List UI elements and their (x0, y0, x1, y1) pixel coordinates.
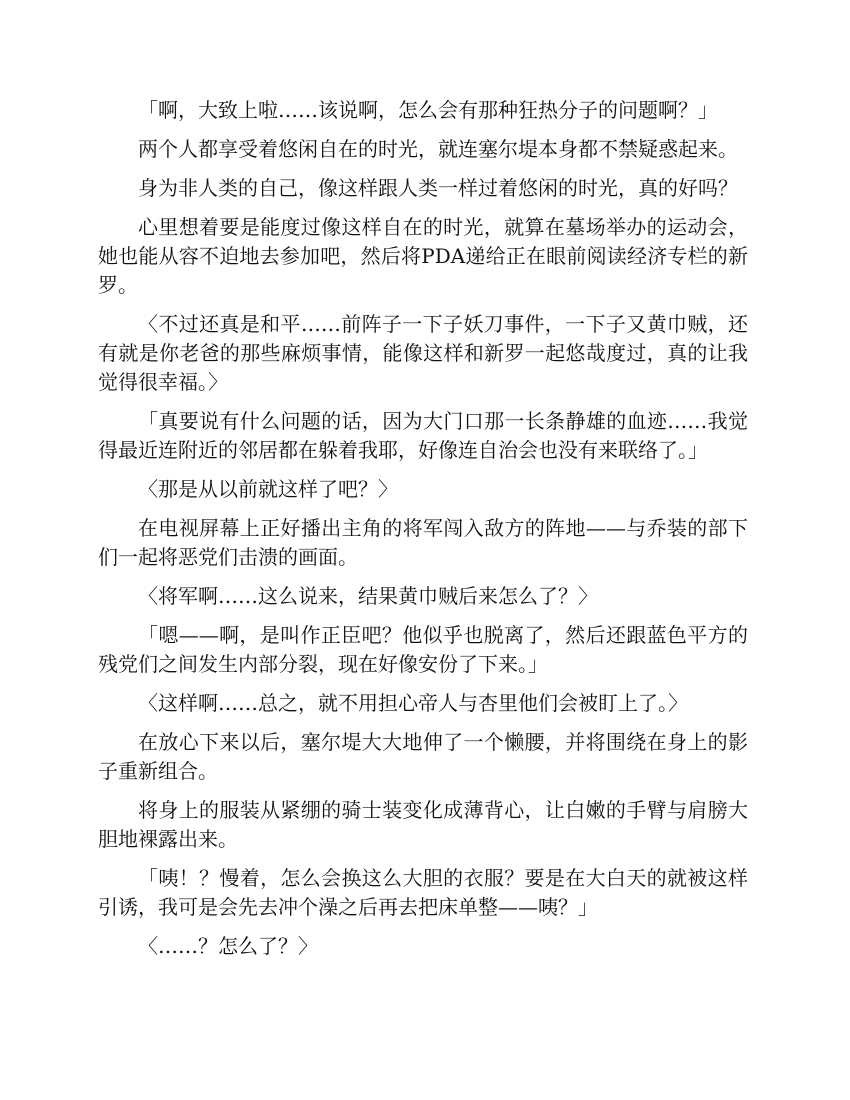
paragraph: 身为非人类的自己，像这样跟人类一样过着悠闲的时光，真的好吗？ (138, 176, 738, 200)
paragraph: 〈这样啊……总之，就不用担心帝人与杏里他们会被盯上了。〉 (138, 691, 688, 715)
paragraph: 〈不过还真是和平……前阵子一下子妖刀事件，一下子又黄巾贼，还有就是你老爸的那些麻烦事情，能像这样和新罗一起悠哉度过，真的让我觉得很幸福。〉 (98, 312, 748, 394)
paragraph: 「啊，大致上啦……该说啊，怎么会有那种狂热分子的问题啊？」 (138, 98, 718, 122)
paragraph: 将身上的服装从紧绷的骑士装变化成薄背心，让白嫩的手臂与肩膀大胆地裸露出来。 (98, 798, 748, 851)
paragraph: 「咦！？慢着，怎么会换这么大胆的衣服？要是在大白天的就被这样引诱，我可是会先去冲个澡之后再去把床单整——咦？」 (98, 866, 748, 919)
paragraph: 「嗯——啊，是叫作正臣吧？他似乎也脱离了，然后还跟蓝色平方的残党们之间发生内部分裂，现在好像安份了下来。」 (98, 623, 748, 676)
paragraph: 〈……？怎么了？〉 (138, 934, 318, 958)
paragraph: 两个人都享受着悠闲自在的时光，就连塞尔堤本身都不禁疑惑起来。 (138, 137, 738, 161)
paragraph: 心里想着要是能度过像这样自在的时光，就算在墓场举办的运动会，她也能从容不迫地去参加吧，然后将PDA递给正在眼前阅读经济专栏的新罗。 (98, 215, 748, 297)
paragraph: 在放心下来以后，塞尔堤大大地伸了一个懒腰，并将围绕在身上的影子重新组合。 (98, 730, 748, 783)
paragraph: 〈将军啊……这么说来，结果黄巾贼后来怎么了？〉 (138, 584, 598, 608)
document-page (98, 96, 748, 971)
paragraph: 「真要说有什么问题的话，因为大门口那一长条静雄的血迹……我觉得最近连附近的邻居都在躲着我耶，好像连自治会也没有来联络了。」 (98, 409, 748, 462)
paragraph: 〈那是从以前就这样了吧？〉 (138, 477, 398, 501)
paragraph: 在电视屏幕上正好播出主角的将军闯入敌方的阵地——与乔装的部下们一起将恶党们击溃的画面。 (98, 516, 748, 569)
